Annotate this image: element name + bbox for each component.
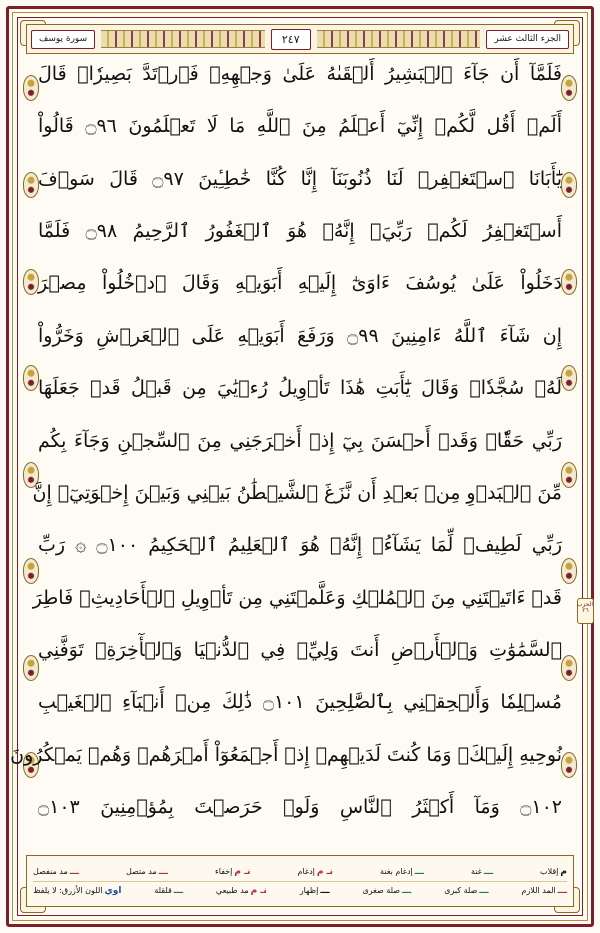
ayah-line: رَبِّي حَقّٗاۖ وَقَدۡ أَحۡسَنَ بِيٓ إِذۡ أَخۡرَجَنِي مِنَ ٱلسِّجۡنِ وَجَآءَ بِكُم: [38, 429, 562, 452]
legend-symbol: ـــ: [414, 866, 424, 877]
legend-item: [215, 867, 251, 877]
legend-label: مد منفصل: [33, 867, 68, 876]
legend-item: [33, 867, 79, 877]
legend-label: صلة صغرى: [362, 886, 401, 895]
ayah-line: رَبِّي لَطِيفٞ لِّمَا يَشَآءُۚ إِنَّهُۥ هُوَ ٱلۡعَلِيمُ ٱلۡحَكِيمُ ۝١٠٠ ۞ رَبِّ: [38, 534, 562, 557]
ayah-line: مِّنَ ٱلۡبَدۡوِ مِنۢ بَعۡدِ أَن نَّزَغَ ٱلشَّيۡطَٰنُ بَيۡنِي وَبَيۡنَ إِخۡوَتِيٓۚ إِنَّ: [32, 481, 562, 504]
ayah-line: إِن شَآءَ ٱللَّهُ ءَامِنِينَ ۝٩٩ وَرَفَعَ أَبَوَيۡهِ عَلَى ٱلۡعَرۡشِ وَخَرُّواْ: [38, 324, 562, 347]
legend-label: اللون الأزرق: لا يلفظ: [33, 886, 103, 895]
legend-row-1: [33, 867, 567, 877]
legend-item: [471, 867, 493, 877]
ayah-line: ۝١٠٢ وَمَآ أَكۡثَرُ ٱلنَّاسِ وَلَوۡ حَرَصۡتَ بِمُؤۡمِنِينَ ۝١٠٣: [38, 796, 562, 819]
legend-item: [362, 886, 411, 896]
legend-symbol: نـ م: [234, 866, 251, 877]
legend-item: [126, 867, 168, 877]
legend-item: [298, 867, 334, 877]
legend-symbol: نـ م: [316, 866, 334, 877]
legend-symbol: ـــ: [158, 866, 168, 877]
ayah-line: دَخَلُواْ عَلَىٰ يُوسُفَ ءَاوَىٰٓ إِلَيۡهِ أَبَوَيۡهِ وَقَالَ ٱدۡخُلُواْ مِصۡرَ: [38, 272, 562, 295]
quran-text-block: [10, 62, 570, 821]
legend-symbol: نـ م: [250, 885, 267, 896]
legend-symbol: ـــ: [402, 885, 412, 896]
juz-label: الجزء الثالث عشر: [486, 30, 569, 49]
legend-label: قلقلة: [154, 886, 172, 895]
tajweed-legend: [26, 855, 574, 907]
header-ornament-left: [317, 30, 481, 48]
legend-divider: [33, 881, 567, 882]
legend-label: مد متصل: [126, 867, 157, 876]
legend-item: [540, 867, 567, 877]
page-header: [26, 24, 574, 54]
legend-item: [380, 867, 424, 877]
ayah-line: لَهُۥ سُجَّدٗاۖ وَقَالَ يَٰٓأَبَتِ هَٰذَا تَأۡوِيلُ رُءۡيَٰيَ مِن قَبۡلُ قَدۡ جَعَلَهَا: [38, 377, 562, 400]
legend-item: [444, 886, 488, 896]
legend-label: إظهار: [299, 886, 319, 895]
surah-name-label: سورة يوسف: [31, 30, 95, 49]
ayah-line: قَدۡ ءَاتَيۡتَنِي مِنَ ٱلۡمُلۡكِ وَعَلَّمۡتَنِي مِن تَأۡوِيلِ ٱلۡأَحَادِيثِۚ فَاطِرَ: [32, 586, 562, 609]
legend-symbol: ـــ: [483, 866, 494, 877]
legend-item: [521, 886, 567, 896]
legend-label: مد طبيعي: [215, 886, 249, 895]
page-number: ٢٤٧: [271, 29, 311, 50]
ayah-line: أَسۡتَغۡفِرُ لَكُمۡ رَبِّيَۖ إِنَّهُۥ هُوَ ٱلۡغَفُورُ ٱلرَّحِيمُ ۝٩٨ فَلَمَّا: [38, 220, 562, 243]
legend-label: إخفاء: [214, 867, 233, 876]
ayah-line: مُسۡلِمٗا وَأَلۡحِقۡنِي بِٱلصَّٰلِحِينَ ۝١٠١ ذَٰلِكَ مِنۡ أَنۢبَآءِ ٱلۡغَيۡبِ: [38, 691, 562, 714]
legend-symbol: ـــ: [173, 885, 184, 896]
legend-label: إدغام: [297, 867, 315, 876]
legend-symbol: ـــ: [69, 866, 80, 877]
ayah-line: فَلَمَّآ أَن جَآءَ ٱلۡبَشِيرُ أَلۡقَىٰهُ عَلَىٰ وَجۡهِهِۦ فَٱرۡتَدَّ بَصِيرٗاۖ قَالَ: [38, 63, 562, 85]
legend-item: [154, 886, 183, 896]
ayah-line: يَٰٓأَبَانَا ٱسۡتَغۡفِرۡ لَنَا ذُنُوبَنَآ إِنَّا كُنَّا خَٰطِـِٔينَ ۝٩٧ قَالَ سَوۡفَ: [38, 167, 563, 190]
ayah-line: نُوحِيهِ إِلَيۡكَۖ وَمَا كُنتَ لَدَيۡهِمۡ إِذۡ أَجۡمَعُوٓاْ أَمۡرَهُمۡ وَهُمۡ يَمۡكُرُونَ: [10, 743, 562, 766]
legend-row-2: [33, 886, 567, 896]
ayah-line: ٱلسَّمَٰوَٰتِ وَٱلۡأَرۡضِ أَنتَ وَلِيِّۦ فِي ٱلدُّنۡيَا وَٱلۡأٓخِرَةِۖ تَوَفَّنِي: [38, 638, 562, 661]
legend-label: المد اللازم: [521, 886, 556, 895]
legend-symbol: ـــ: [557, 885, 567, 896]
hizb-marker: الحزب ٢٦: [577, 598, 594, 624]
legend-item: [300, 886, 330, 896]
header-ornament-right: [101, 30, 265, 48]
legend-item: [33, 886, 121, 896]
legend-label: إدغام بغنة: [380, 867, 413, 876]
legend-symbol: اوي: [104, 885, 122, 896]
legend-symbol: ـــ: [479, 885, 489, 896]
legend-symbol: م: [560, 866, 567, 877]
ayah-line: أَلَمۡ أَقُل لَّكُمۡ إِنِّيٓ أَعۡلَمُ مِنَ ٱللَّهِ مَا لَا تَعۡلَمُونَ ۝٩٦ قَالُواْ: [38, 115, 562, 138]
legend-label: غنة: [470, 867, 482, 876]
legend-label: صلة كبرى: [444, 886, 478, 895]
legend-symbol: ـــ: [320, 885, 330, 896]
legend-label: إقلاب: [540, 867, 559, 876]
legend-item: [216, 886, 267, 896]
